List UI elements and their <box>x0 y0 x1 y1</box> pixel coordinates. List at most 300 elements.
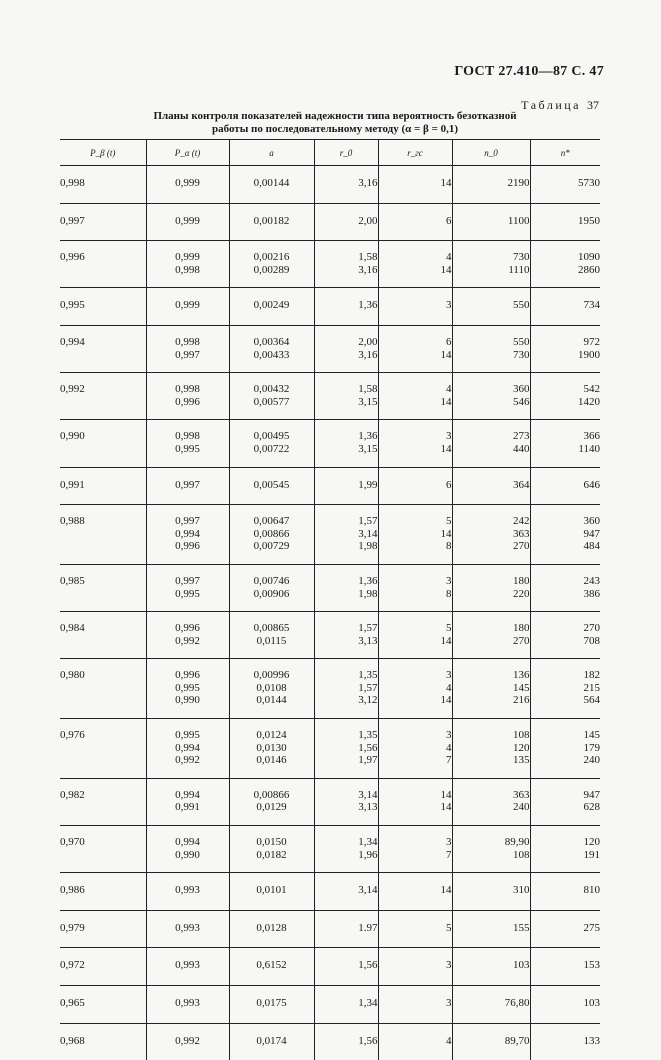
cell-value: 2,00 <box>358 335 378 348</box>
cell-p-beta <box>60 288 146 326</box>
cell-value: 0,995 <box>60 299 85 312</box>
cell-r0 <box>314 373 378 420</box>
cell-value: 4 <box>446 741 452 754</box>
cell-p-alpha <box>146 873 229 911</box>
cell-p-beta <box>60 948 146 986</box>
cell-value: 3 <box>446 836 452 849</box>
cell-value: 89,90 <box>504 836 530 849</box>
cell-n0 <box>452 467 530 505</box>
cell-value: 3 <box>446 669 452 682</box>
cell-value: 1,56 <box>358 1034 378 1047</box>
cell-value: 120 <box>583 836 600 849</box>
cell-p-alpha <box>146 659 229 719</box>
cell-value: 386 <box>583 587 600 600</box>
cell-rgc <box>378 241 452 288</box>
cell-value: 550 <box>513 299 530 312</box>
cell-p-beta <box>60 325 146 372</box>
cell-value: 0,993 <box>175 921 200 934</box>
cell-value: 0,0130 <box>256 741 287 754</box>
cell-p-beta <box>60 910 146 948</box>
cell-value: 0,992 <box>175 1034 200 1047</box>
cell-value: 0,995 <box>175 442 200 455</box>
cell-value: 179 <box>583 741 600 754</box>
cell-value: 947 <box>583 788 600 801</box>
cell-a <box>229 910 314 948</box>
cell-nstar <box>530 288 600 326</box>
cell-value: 0,00729 <box>253 540 290 553</box>
cell-p-beta <box>60 1023 146 1060</box>
cell-value: 0,991 <box>60 478 85 491</box>
cell-p-beta <box>60 826 146 873</box>
cell-rgc <box>378 564 452 611</box>
cell-n0 <box>452 288 530 326</box>
cell-value: 14 <box>440 801 452 814</box>
cell-rgc <box>378 948 452 986</box>
table-row <box>60 910 600 948</box>
cell-a <box>229 948 314 986</box>
cell-value: 366 <box>583 430 600 443</box>
table-row <box>60 1023 600 1060</box>
cell-value: 8 <box>446 540 452 553</box>
cell-value: 14 <box>440 694 452 707</box>
cell-p-beta <box>60 203 146 241</box>
cell-value: 14 <box>440 177 452 189</box>
cell-value: 0,994 <box>175 741 200 754</box>
cell-value: 2860 <box>578 263 600 276</box>
cell-value: 0,00906 <box>253 587 290 600</box>
table-title-line-1: Планы контроля показателей надежности типа вероятность безотказной <box>153 110 517 122</box>
table-row <box>60 659 600 719</box>
cell-value: 0,996 <box>175 622 200 635</box>
cell-value: 1090 <box>578 251 600 264</box>
cell-value: 0,00249 <box>253 299 290 312</box>
cell-p-beta <box>60 719 146 779</box>
cell-value: 1,57 <box>358 681 378 694</box>
cell-value: 0,999 <box>175 251 200 264</box>
cell-rgc <box>378 612 452 659</box>
table-row <box>60 288 600 326</box>
cell-value: 14 <box>440 348 452 361</box>
cell-p-alpha <box>146 505 229 565</box>
cell-value: 0,997 <box>175 478 200 491</box>
cell-p-beta <box>60 420 146 467</box>
cell-value: 550 <box>513 335 530 348</box>
table-label-word: Таблица <box>521 98 581 112</box>
cell-value: 1,98 <box>358 587 378 600</box>
cell-value: 5 <box>446 622 452 635</box>
col-header-p-beta: P_β (t) <box>60 140 146 166</box>
col-header-a: a <box>229 140 314 166</box>
cell-value: 0,0182 <box>256 848 287 861</box>
cell-value: 1,35 <box>358 729 378 742</box>
cell-value: 3,15 <box>358 442 378 455</box>
cell-value: 0,976 <box>60 729 85 742</box>
cell-value: 270 <box>513 634 530 647</box>
cell-n0 <box>452 420 530 467</box>
cell-value: 0,6152 <box>256 959 287 972</box>
cell-value: 3,12 <box>358 694 378 707</box>
col-header-p-alpha: P_α (t) <box>146 140 229 166</box>
cell-value: 0,982 <box>60 788 85 801</box>
cell-rgc <box>378 288 452 326</box>
cell-n0 <box>452 719 530 779</box>
cell-p-beta <box>60 659 146 719</box>
cell-value: 2190 <box>507 177 530 189</box>
cell-value: 1420 <box>578 395 600 408</box>
cell-n0 <box>452 166 530 204</box>
cell-a <box>229 288 314 326</box>
cell-value: 0,00495 <box>253 430 290 443</box>
cell-a <box>229 1023 314 1060</box>
cell-value: 3,15 <box>358 395 378 408</box>
cell-value: 1,57 <box>358 622 378 635</box>
cell-value: 0,997 <box>60 214 85 227</box>
cell-value: 103 <box>513 959 530 972</box>
cell-value: 240 <box>513 801 530 814</box>
cell-value: 6 <box>446 478 452 491</box>
cell-value: 0,998 <box>60 177 85 189</box>
cell-p-alpha <box>146 325 229 372</box>
cell-value: 0,00144 <box>253 177 290 189</box>
cell-value: 0,992 <box>175 634 200 647</box>
cell-n0 <box>452 325 530 372</box>
cell-p-alpha <box>146 467 229 505</box>
cell-value: 0,995 <box>175 587 200 600</box>
cell-a <box>229 826 314 873</box>
cell-value: 0,994 <box>175 788 200 801</box>
cell-rgc <box>378 1023 452 1060</box>
cell-nstar <box>530 948 600 986</box>
cell-nstar <box>530 910 600 948</box>
cell-value: 0,995 <box>175 729 200 742</box>
cell-p-alpha <box>146 420 229 467</box>
cell-a <box>229 986 314 1024</box>
cell-nstar <box>530 1023 600 1060</box>
cell-value: 3 <box>446 959 452 972</box>
cell-a <box>229 203 314 241</box>
cell-value: 6 <box>446 335 452 348</box>
table-label-number: 37 <box>587 98 599 112</box>
table-title-line-2: работы по последовательному методу (α = β = 0,1) <box>211 123 459 135</box>
cell-value: 0,970 <box>60 836 85 849</box>
cell-n0 <box>452 203 530 241</box>
cell-value: 0,00545 <box>253 478 290 491</box>
cell-value: 0,996 <box>175 395 200 408</box>
cell-value: 3,16 <box>358 348 378 361</box>
cell-value: 8 <box>446 587 452 600</box>
cell-n0 <box>452 373 530 420</box>
cell-value: 155 <box>513 921 530 934</box>
cell-value: 363 <box>513 788 530 801</box>
cell-n0 <box>452 910 530 948</box>
cell-value: 14 <box>440 788 452 801</box>
cell-value: 0,0150 <box>256 836 287 849</box>
cell-r0 <box>314 948 378 986</box>
cell-value: 4 <box>446 251 452 264</box>
cell-p-beta <box>60 241 146 288</box>
cell-value: 1140 <box>578 442 600 455</box>
cell-r0 <box>314 325 378 372</box>
cell-p-alpha <box>146 948 229 986</box>
cell-value: 0,968 <box>60 1034 85 1047</box>
cell-r0 <box>314 612 378 659</box>
cell-rgc <box>378 910 452 948</box>
cell-value: 180 <box>513 622 530 635</box>
cell-p-beta <box>60 564 146 611</box>
cell-r0 <box>314 241 378 288</box>
cell-p-alpha <box>146 612 229 659</box>
cell-value: 5 <box>446 515 452 528</box>
cell-value: 1100 <box>507 214 530 227</box>
cell-value: 14 <box>440 527 452 540</box>
cell-value: 1950 <box>578 214 600 227</box>
cell-p-beta <box>60 778 146 825</box>
cell-value: 0,984 <box>60 622 85 635</box>
cell-p-beta <box>60 166 146 204</box>
cell-value: 0,997 <box>175 574 200 587</box>
cell-value: 2,00 <box>358 214 378 227</box>
cell-value: 0,999 <box>175 177 200 189</box>
table-row <box>60 948 600 986</box>
cell-n0 <box>452 826 530 873</box>
cell-nstar <box>530 873 600 911</box>
cell-value: 0,00722 <box>253 442 290 455</box>
cell-nstar <box>530 467 600 505</box>
cell-n0 <box>452 873 530 911</box>
cell-value: 0,00866 <box>253 788 290 801</box>
table-row <box>60 873 600 911</box>
cell-value: 0,979 <box>60 921 85 934</box>
cell-p-alpha <box>146 910 229 948</box>
cell-value: 546 <box>513 395 530 408</box>
cell-value: 708 <box>583 634 600 647</box>
cell-value: 1,34 <box>358 997 378 1009</box>
reliability-plan-table <box>60 139 600 1060</box>
cell-value: 0,990 <box>175 848 200 861</box>
cell-value: 1,97 <box>358 754 378 767</box>
cell-value: 0,00866 <box>253 527 290 540</box>
cell-value: 0,00433 <box>253 348 290 361</box>
cell-a <box>229 166 314 204</box>
cell-value: 0,990 <box>60 430 85 443</box>
cell-value: 0,998 <box>175 430 200 443</box>
cell-value: 4 <box>446 383 452 396</box>
cell-value: 76,80 <box>504 997 530 1009</box>
cell-value: 0,990 <box>175 694 200 707</box>
cell-value: 0,998 <box>175 335 200 348</box>
cell-value: 1,57 <box>358 515 378 528</box>
cell-a <box>229 373 314 420</box>
cell-value: 270 <box>513 540 530 553</box>
cell-nstar <box>530 826 600 873</box>
cell-value: 364 <box>513 478 530 491</box>
cell-value: 3,14 <box>358 527 378 540</box>
cell-value: 0,00865 <box>253 622 290 635</box>
cell-nstar <box>530 203 600 241</box>
cell-value: 1,96 <box>358 848 378 861</box>
cell-nstar <box>530 166 600 204</box>
cell-p-alpha <box>146 241 229 288</box>
cell-value: 135 <box>513 754 530 767</box>
cell-value: 243 <box>583 574 600 587</box>
cell-value: 734 <box>583 299 600 312</box>
table-row <box>60 241 600 288</box>
cell-r0 <box>314 564 378 611</box>
table-title <box>120 110 550 136</box>
cell-value: 270 <box>583 622 600 635</box>
cell-value: 0,994 <box>175 527 200 540</box>
cell-value: 0,972 <box>60 959 85 972</box>
cell-value: 484 <box>583 540 600 553</box>
cell-value: 240 <box>583 754 600 767</box>
cell-a <box>229 778 314 825</box>
cell-value: 360 <box>513 383 530 396</box>
cell-nstar <box>530 986 600 1024</box>
cell-rgc <box>378 166 452 204</box>
cell-value: 3,14 <box>358 788 378 801</box>
cell-value: 14 <box>440 263 452 276</box>
cell-value: 5730 <box>578 177 600 189</box>
cell-value: 3,14 <box>358 884 378 897</box>
cell-r0 <box>314 826 378 873</box>
cell-value: 3,16 <box>358 177 378 189</box>
cell-r0 <box>314 910 378 948</box>
cell-value: 0,994 <box>175 836 200 849</box>
cell-value: 3,16 <box>358 263 378 276</box>
cell-rgc <box>378 826 452 873</box>
cell-value: 440 <box>513 442 530 455</box>
cell-value: 273 <box>513 430 530 443</box>
cell-value: 810 <box>583 884 600 897</box>
cell-value: 1,58 <box>358 383 378 396</box>
cell-value: 628 <box>583 801 600 814</box>
cell-rgc <box>378 373 452 420</box>
cell-p-beta <box>60 467 146 505</box>
table-row <box>60 420 600 467</box>
cell-value: 7 <box>446 754 452 767</box>
cell-p-alpha <box>146 986 229 1024</box>
cell-value: 947 <box>583 527 600 540</box>
cell-value: 0,0146 <box>256 754 287 767</box>
cell-value: 360 <box>583 515 600 528</box>
cell-value: 275 <box>583 921 600 934</box>
cell-value: 108 <box>513 848 530 861</box>
cell-value: 0,996 <box>175 669 200 682</box>
col-header-nstar: n* <box>530 140 600 166</box>
cell-a <box>229 325 314 372</box>
cell-value: 0,00289 <box>253 263 290 276</box>
cell-a <box>229 505 314 565</box>
cell-value: 0,998 <box>175 383 200 396</box>
cell-value: 0,0101 <box>256 884 287 897</box>
cell-value: 1,35 <box>358 669 378 682</box>
cell-value: 0,0108 <box>256 681 287 694</box>
cell-nstar <box>530 420 600 467</box>
cell-p-beta <box>60 373 146 420</box>
table-row <box>60 719 600 779</box>
cell-p-alpha <box>146 288 229 326</box>
cell-p-alpha <box>146 203 229 241</box>
cell-rgc <box>378 467 452 505</box>
cell-value: 14 <box>440 634 452 647</box>
cell-value: 0,995 <box>175 681 200 694</box>
cell-rgc <box>378 719 452 779</box>
cell-value: 0,00996 <box>253 669 290 682</box>
cell-n0 <box>452 986 530 1024</box>
table-row <box>60 986 600 1024</box>
page-header: ГОСТ 27.410—87 С. 47 <box>454 64 604 79</box>
cell-value: 14 <box>440 442 452 455</box>
cell-r0 <box>314 1023 378 1060</box>
cell-nstar <box>530 778 600 825</box>
cell-r0 <box>314 873 378 911</box>
cell-p-alpha <box>146 373 229 420</box>
cell-n0 <box>452 241 530 288</box>
table-row <box>60 166 600 204</box>
table-row <box>60 325 600 372</box>
cell-p-beta <box>60 986 146 1024</box>
cell-value: 0,986 <box>60 884 85 897</box>
cell-r0 <box>314 166 378 204</box>
cell-value: 0,997 <box>175 348 200 361</box>
cell-n0 <box>452 612 530 659</box>
cell-value: 0,00216 <box>253 251 290 264</box>
col-header-r0: r_0 <box>314 140 378 166</box>
cell-value: 0,0174 <box>256 1034 287 1047</box>
cell-value: 0,965 <box>60 997 85 1009</box>
cell-value: 0,991 <box>175 801 200 814</box>
cell-value: 0,980 <box>60 669 85 682</box>
cell-value: 133 <box>583 1034 600 1047</box>
cell-value: 215 <box>583 681 600 694</box>
cell-value: 145 <box>583 729 600 742</box>
cell-value: 14 <box>440 884 452 897</box>
cell-value: 103 <box>583 997 600 1009</box>
cell-rgc <box>378 659 452 719</box>
cell-nstar <box>530 612 600 659</box>
cell-value: 0,994 <box>60 335 85 348</box>
cell-value: 0,0115 <box>256 634 287 647</box>
cell-value: 0,996 <box>175 540 200 553</box>
cell-rgc <box>378 420 452 467</box>
cell-p-alpha <box>146 778 229 825</box>
cell-value: 3 <box>446 729 452 742</box>
cell-value: 0,996 <box>60 251 85 264</box>
cell-value: 0,997 <box>175 515 200 528</box>
table-row <box>60 467 600 505</box>
cell-a <box>229 719 314 779</box>
cell-value: 0,993 <box>175 884 200 897</box>
cell-rgc <box>378 778 452 825</box>
cell-value: 0,998 <box>175 263 200 276</box>
cell-p-alpha <box>146 719 229 779</box>
cell-a <box>229 873 314 911</box>
cell-value: 1110 <box>508 263 530 276</box>
table-row <box>60 826 600 873</box>
table-row <box>60 505 600 565</box>
cell-value: 0,993 <box>175 997 200 1009</box>
table-row <box>60 564 600 611</box>
cell-rgc <box>378 325 452 372</box>
cell-rgc <box>378 873 452 911</box>
cell-value: 145 <box>513 681 530 694</box>
cell-value: 0,00182 <box>253 214 290 227</box>
cell-value: 0,00364 <box>253 335 290 348</box>
cell-value: 0,992 <box>60 383 85 396</box>
cell-value: 730 <box>513 251 530 264</box>
cell-value: 216 <box>513 694 530 707</box>
cell-r0 <box>314 659 378 719</box>
